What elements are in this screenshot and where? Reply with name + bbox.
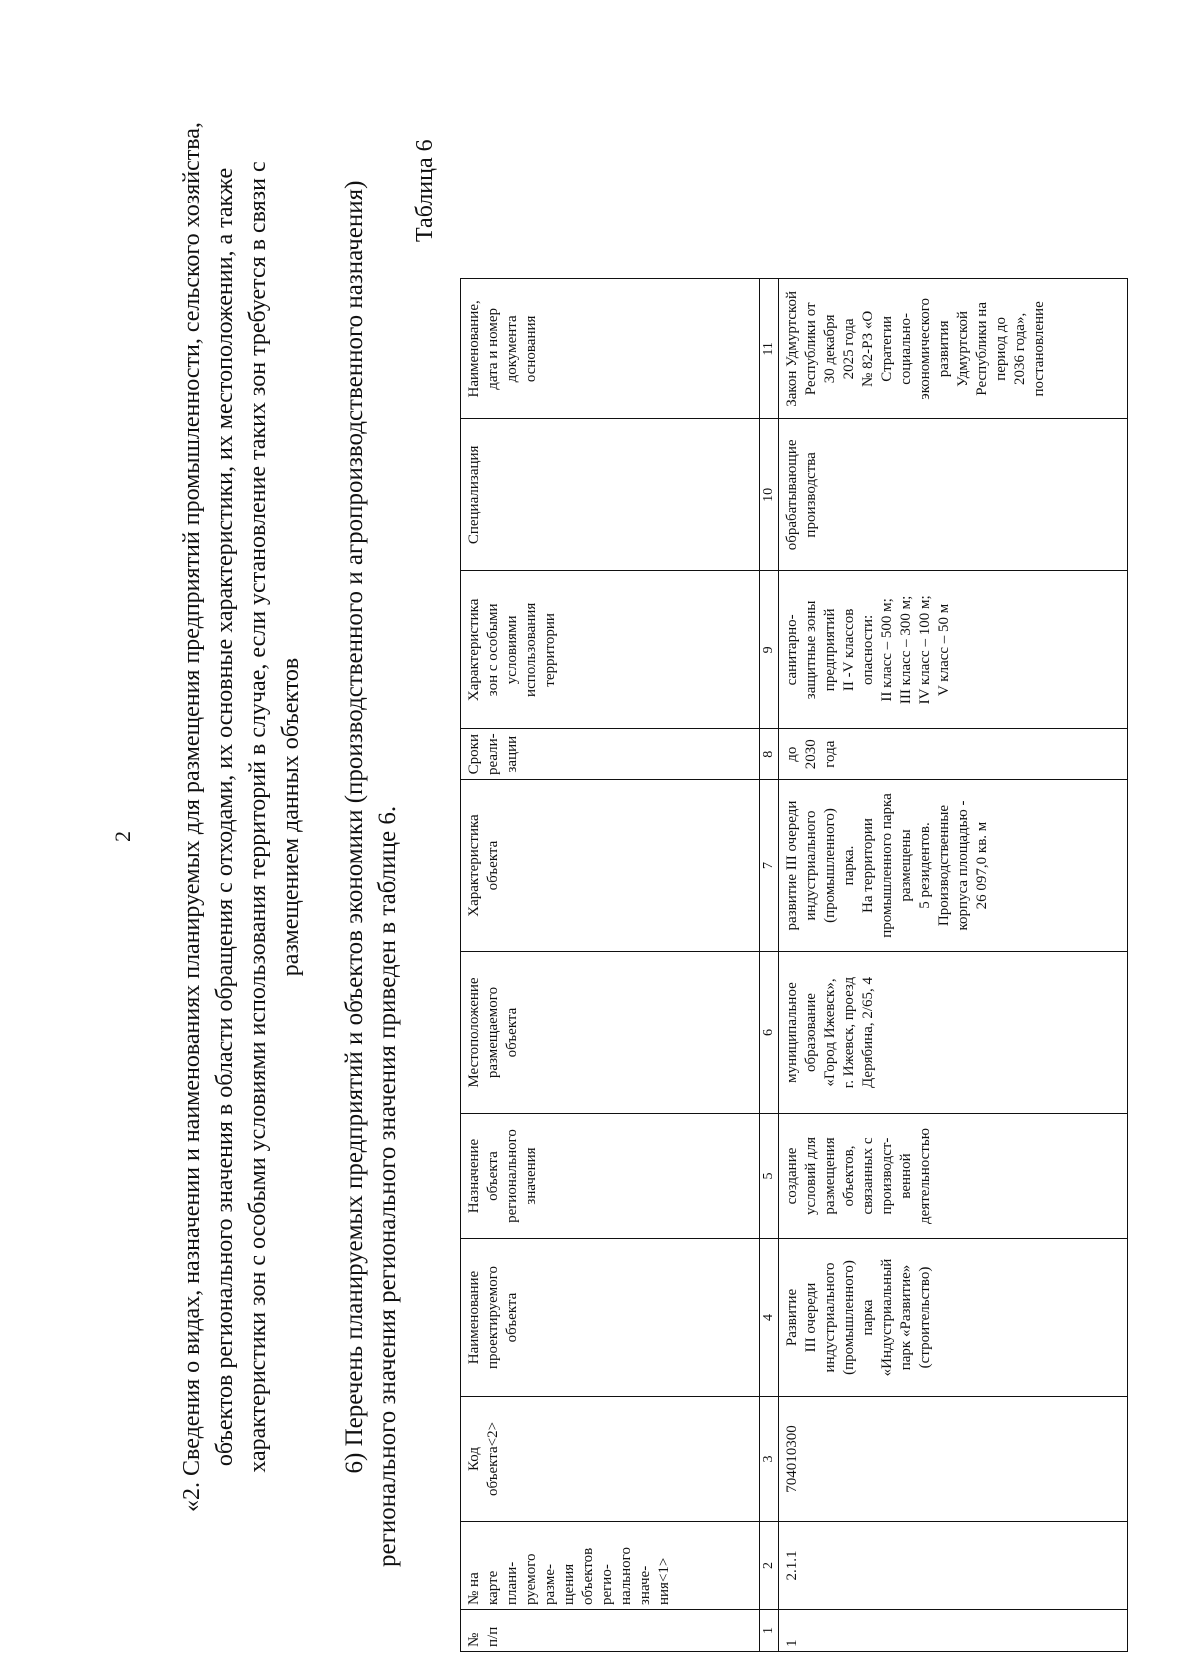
column-number-cell: 2: [760, 1522, 779, 1610]
subheading-line-2: регионального значения регионального значения приведен в таблице 6.: [374, 805, 401, 1567]
subheading-line-1: 6) Перечень планируемых предприятий и объектов экономики (производственного и агропроизводственного назначения): [341, 180, 368, 1474]
header-cell: Специализация: [461, 419, 760, 571]
table-cell: обрабатывающие производства: [779, 419, 1128, 571]
column-number-cell: 6: [760, 952, 779, 1114]
table-header-row: [461, 279, 760, 1652]
table-cell: 1: [779, 1610, 1128, 1652]
page-number: 2: [110, 831, 135, 842]
header-cell: № п/п: [461, 1610, 760, 1652]
header-cell: Характеристика объекта: [461, 780, 760, 952]
table-cell: развитие III очереди индустриального (промышленного) парка. На территории промышленного парка размещены 5 резидентов. Производственные корпуса площадью - 26 097,0 кв. м: [779, 780, 1128, 952]
table-cell: 2.1.1: [779, 1522, 1128, 1610]
column-number-cell: 1: [760, 1610, 779, 1652]
table-row: [779, 279, 1128, 1652]
table-cell: санитарно- защитные зоны предприятий II -V классов опасности: II класс – 500 м; III класс – 300 м; IV класс – 100 м; V класс – 50 м: [779, 571, 1128, 729]
table-cell: создание условий для размещения объектов, связанных с производст- венной деятельностью: [779, 1114, 1128, 1239]
column-number-row: [760, 279, 779, 1652]
header-cell: Сроки реали- зации: [461, 729, 760, 780]
table-cell: Развитие III очереди индустриального (промышленного) парка «Индустриальный парк «Развитие» (строительство): [779, 1239, 1128, 1397]
column-number-cell: 5: [760, 1114, 779, 1239]
table-cell: Закон Удмуртской Республики от 30 декабря 2025 года № 82-РЗ «О Стратегии социально- экономического развития Удмуртской Республики на период до 2036 года», постановление: [779, 279, 1128, 419]
header-cell: Наименование, дата и номер документа основания: [461, 279, 760, 419]
objects-table: [460, 278, 1128, 1652]
header-cell: Назначение объекта регионального значения: [461, 1114, 760, 1239]
table-cell: муниципальное образование «Город Ижевск», г. Ижевск, проезд Дерябина, 2/65, 4: [779, 952, 1128, 1114]
header-cell: Наименование проектируемого объекта: [461, 1239, 760, 1397]
header-cell: Код объекта<2>: [461, 1397, 760, 1522]
table-label: Таблица 6: [412, 139, 438, 242]
header-cell: Характеристика зон с особыми условиями использования территории: [461, 571, 760, 729]
table-cell: 704010300: [779, 1397, 1128, 1522]
column-number-cell: 4: [760, 1239, 779, 1397]
intro-paragraph: «2. Сведения о видах, назначении и наименованиях планируемых для размещения предприятий промышленности, сельского хозяйства, объектов регионального значения в области обращения с отходами, их основные характеристики, их местоположении, а также характеристики зон с особыми условиями использования территорий в случае, если установление таких зон требуется в связи с размещением данных объектов: [179, 122, 304, 1512]
column-number-cell: 3: [760, 1397, 779, 1522]
column-number-cell: 8: [760, 729, 779, 780]
header-cell: № на карте плани- руемого разме- щения объектов регио- нального значе- ния<1>: [461, 1522, 760, 1610]
table-cell: до 2030 года: [779, 729, 1128, 780]
column-number-cell: 11: [760, 279, 779, 419]
section-subheading: [338, 87, 404, 1567]
column-number-cell: 10: [760, 419, 779, 571]
header-cell: Местоположение размещаемого объекта: [461, 952, 760, 1114]
column-number-cell: 9: [760, 571, 779, 729]
column-number-cell: 7: [760, 780, 779, 952]
